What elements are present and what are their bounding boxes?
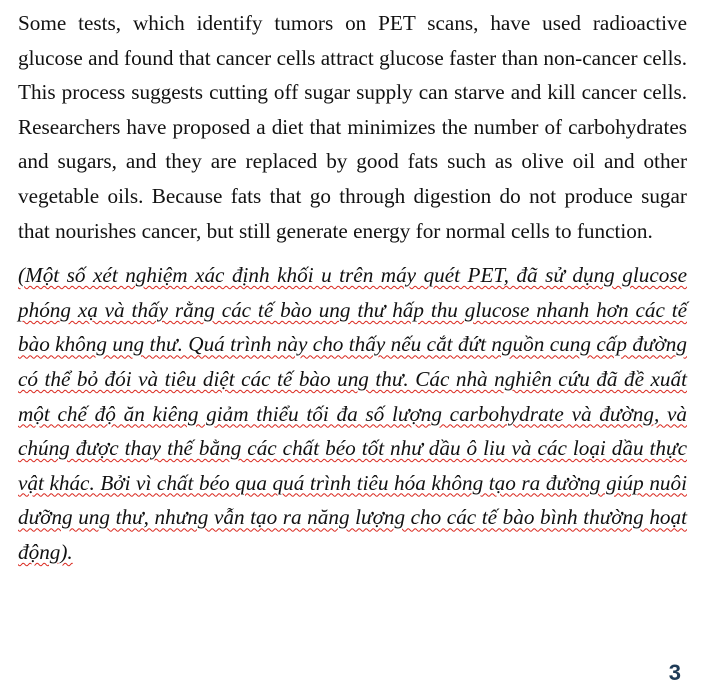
vietnamese-translation-text: (Một số xét nghiệm xác định khối u trên máy quét PET, đã sử dụng glucose phóng xạ và thấy rằng các tế bào ung thư hấp thu glucose nhanh hơn các tế bào không ung thư. Quá trình này cho thấy nếu cắt đứt nguồn cung cấp đường có thể bỏ đói và tiêu diệt các tế bào ung thư. Các nhà nghiên cứu đã đề xuất một chế độ ăn kiêng giảm thiểu tối đa số lượng carbohydrate và đường, và chúng được thay thế bằng các chất béo tốt như dầu ô liu và các loại dầu thực vật khác. Bởi vì chất béo qua quá trình tiêu hóa không tạo ra đường giúp nuôi dưỡng ung thư, nhưng vẫn tạo ra năng lượng cho các tế bào bình thường hoạt động). — [18, 263, 687, 564]
page-number: 3 — [668, 660, 681, 685]
vietnamese-translation-paragraph — [18, 258, 687, 569]
english-paragraph: Some tests, which identify tumors on PET scans, have used radioactive glucose and found that cancer cells attract glucose faster than non-cancer cells. This process suggests cutting off sugar supply can starve and kill cancer cells. Researchers have proposed a diet that minimizes the number of carbohydrates and sugars, and they are replaced by good fats such as olive oil and other vegetable oils. Because fats that go through digestion do not produce sugar that nourishes cancer, but still generate energy for normal cells to function. — [18, 11, 687, 243]
